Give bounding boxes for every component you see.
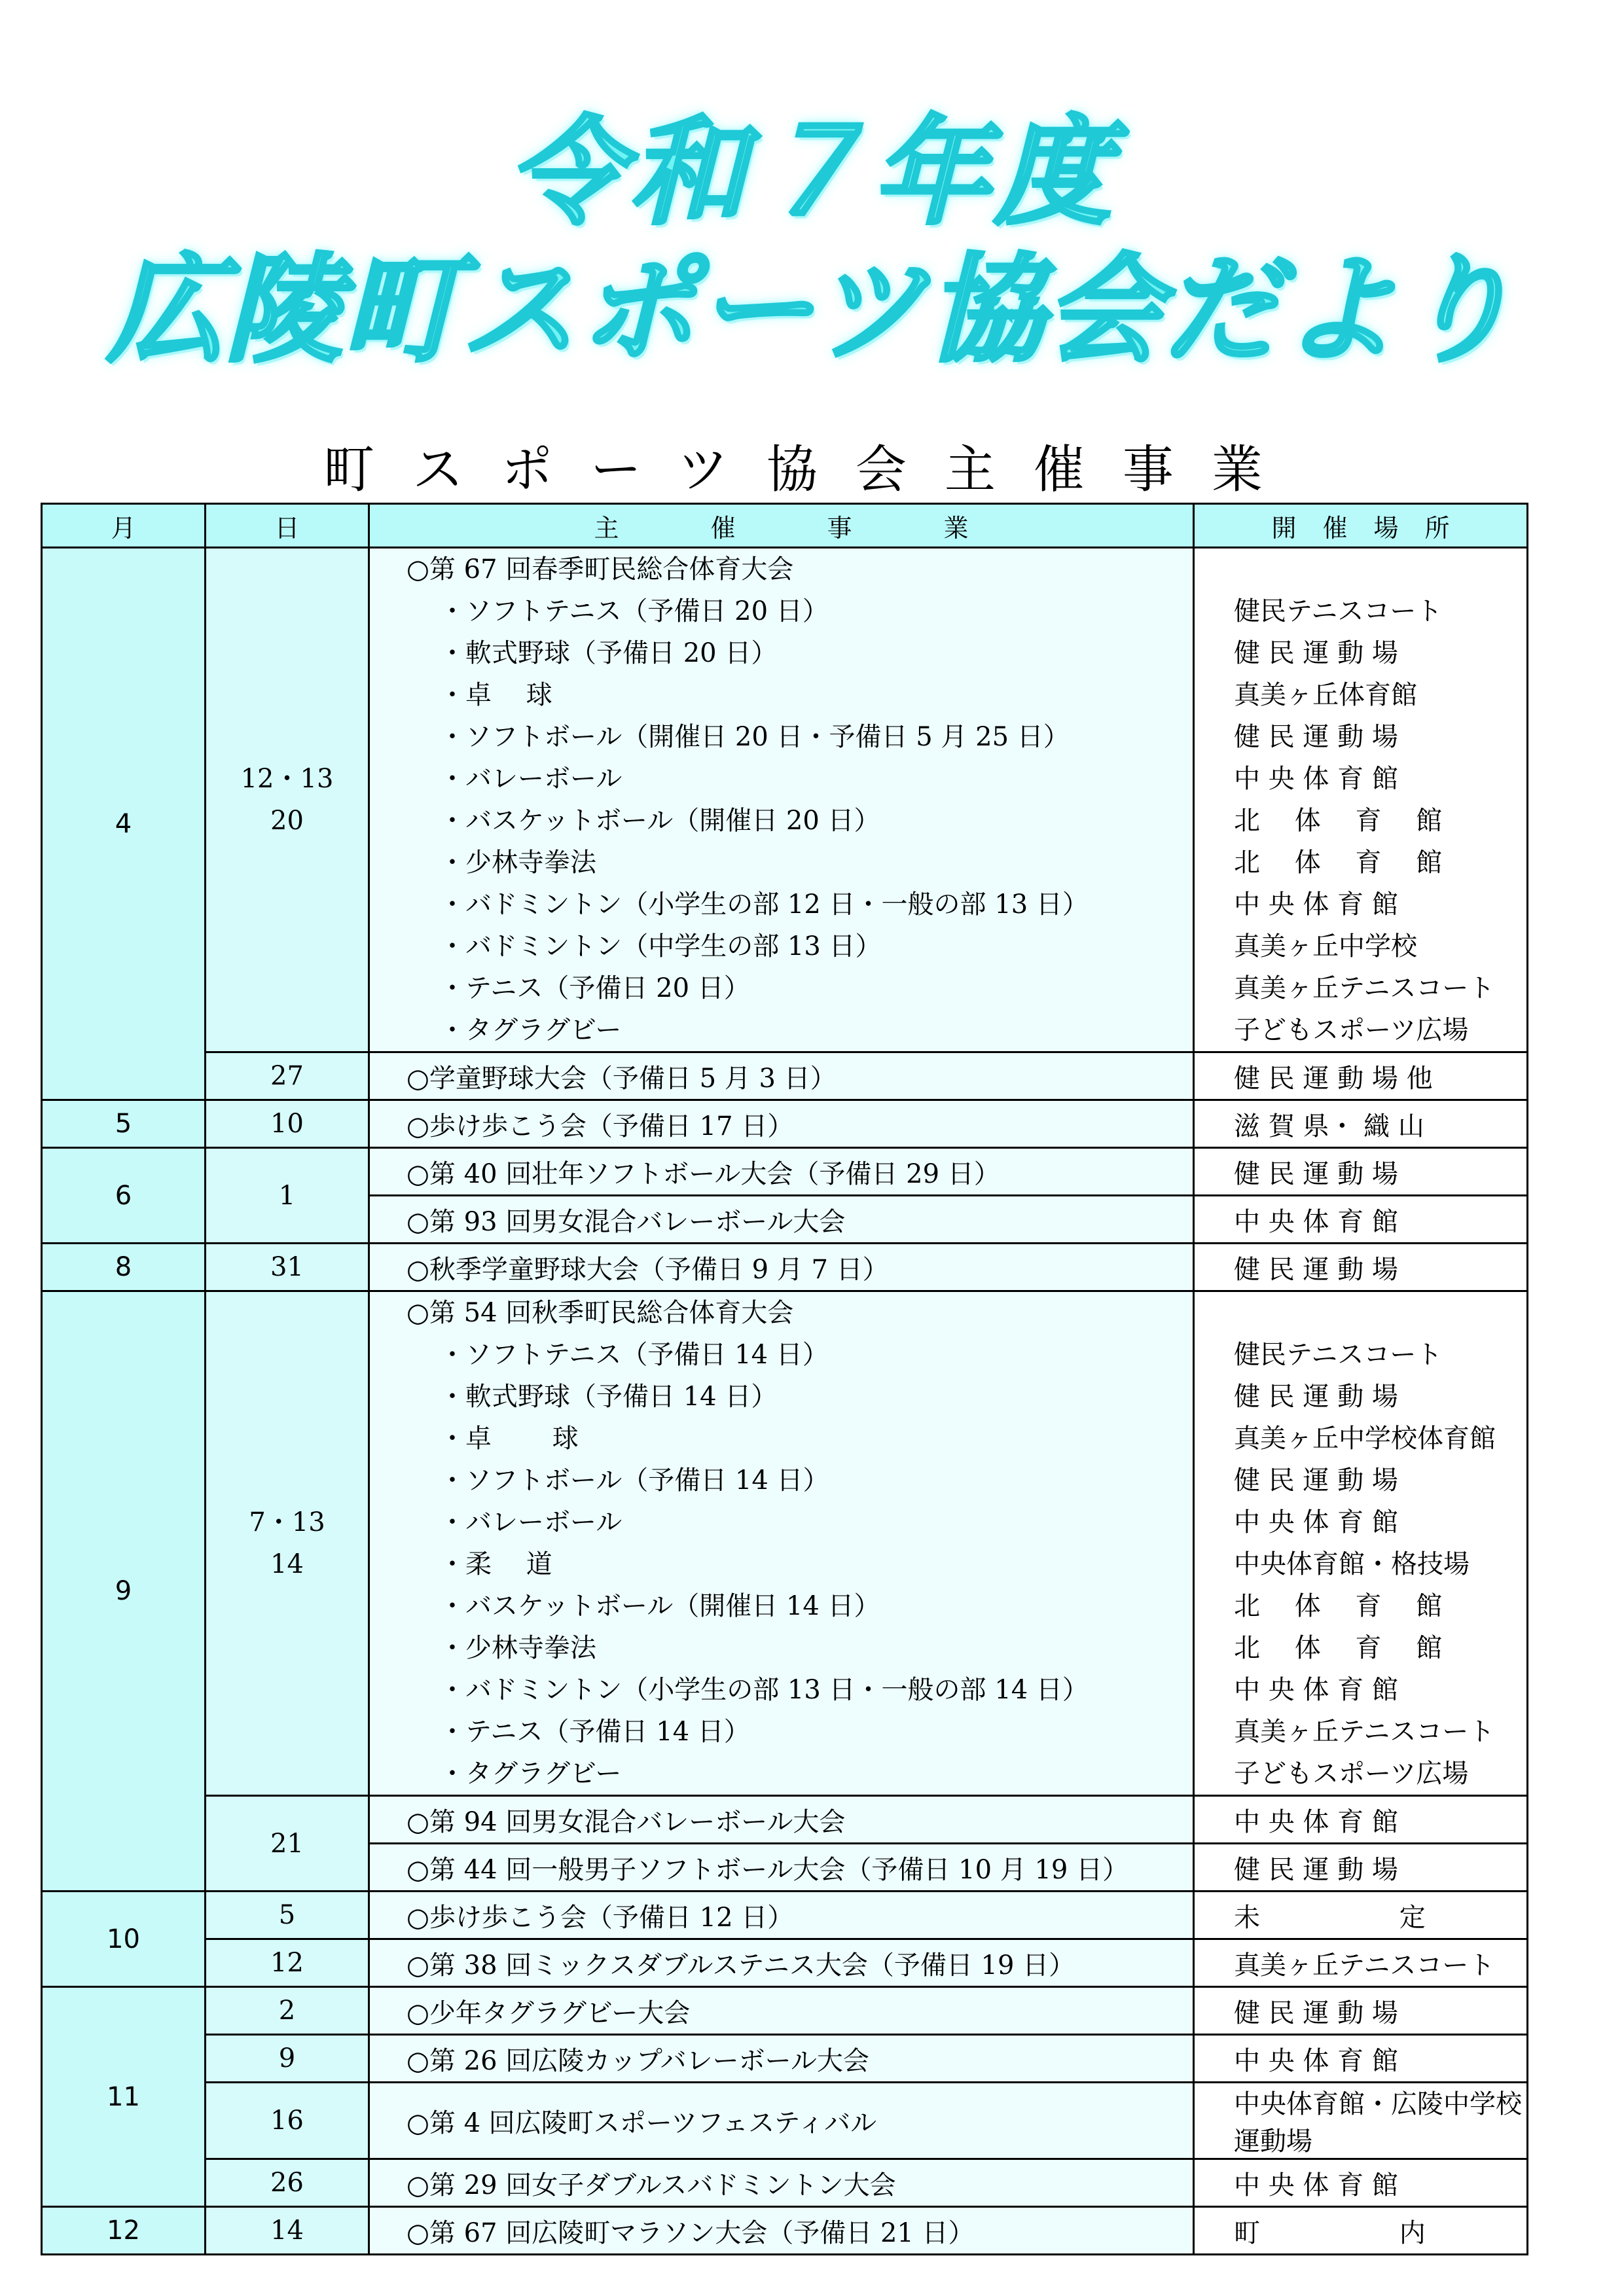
event-item: ・バレーボール xyxy=(439,764,623,794)
venue-item: 北 体 育 館 xyxy=(1234,848,1443,878)
title-line-2: 広陵町スポーツ協会だより xyxy=(107,242,1517,378)
event-cell xyxy=(369,1291,1194,1796)
event-cell: ○第 38 回ミックスダブルステニス大会（予備日 19 日） xyxy=(369,1939,1194,1987)
venue-item: 真美ヶ丘テニスコート xyxy=(1234,1717,1495,1747)
month-cell: 5 xyxy=(42,1100,206,1148)
day-cell: 26 xyxy=(206,2159,369,2207)
venue-item: 健 民 運 動 場 xyxy=(1234,1382,1398,1412)
venue-item: 中 央 体 育 館 xyxy=(1234,1675,1398,1705)
table-row xyxy=(42,1892,1528,1939)
event-item: ・柔 道 xyxy=(439,1549,552,1579)
venue-cell: 中 央 体 育 館 xyxy=(1194,2035,1528,2083)
table-row xyxy=(42,1987,1528,2035)
venue-cell: 健 民 運 動 場 xyxy=(1194,1244,1528,1291)
venue-cell: 健 民 運 動 場 他 xyxy=(1194,1052,1528,1100)
venue-item: 健 民 運 動 場 xyxy=(1234,638,1398,668)
event-item: ・タグラグビー xyxy=(439,1759,622,1789)
event-cell xyxy=(369,548,1194,1052)
event-cell: ○第 40 回壮年ソフトボール大会（予備日 29 日） xyxy=(369,1148,1194,1196)
event-item: ・ソフトテニス（予備日 20 日） xyxy=(439,596,829,626)
month-cell: 4 xyxy=(42,548,206,1100)
venue-item: 真美ヶ丘体育館 xyxy=(1234,680,1417,710)
venue-item: 中 央 体 育 館 xyxy=(1234,889,1398,920)
event-cell: ○第 44 回一般男子ソフトボール大会（予備日 10 月 19 日） xyxy=(369,1844,1194,1892)
table-row xyxy=(42,1244,1528,1291)
table-row xyxy=(42,1291,1528,1796)
venue-item: 健民テニスコート xyxy=(1234,1340,1443,1370)
venue-item: 中 央 体 育 館 xyxy=(1234,1507,1398,1537)
event-title: ○第 54 回秋季町民総合体育大会 xyxy=(406,1298,794,1328)
day-cell: 10 xyxy=(206,1100,369,1148)
header-day: 日 xyxy=(206,504,369,548)
event-item: ・バドミントン（小学生の部 13 日・一般の部 14 日） xyxy=(439,1675,1089,1705)
day-cell: 16 xyxy=(206,2083,369,2159)
header-venue: 開催場所 xyxy=(1194,504,1528,548)
event-item: ・軟式野球（予備日 14 日） xyxy=(439,1382,778,1412)
table-header-row xyxy=(42,504,1528,548)
day-cell xyxy=(206,1291,369,1796)
venue-cell: 中 央 体 育 館 xyxy=(1194,1796,1528,1844)
table-row xyxy=(42,1796,1528,1844)
table-row xyxy=(42,2035,1528,2083)
venue-cell: 真美ヶ丘テニスコート xyxy=(1194,1939,1528,1987)
event-item: ・ソフトボール（開催日 20 日・予備日 5 月 25 日） xyxy=(439,722,1070,752)
venue-item: 真美ヶ丘テニスコート xyxy=(1234,973,1495,1003)
day-cell: 21 xyxy=(206,1796,369,1892)
day-cell: 31 xyxy=(206,1244,369,1291)
table-row xyxy=(42,1052,1528,1100)
event-cell: ○第 4 回広陵町スポーツフェスティバル xyxy=(369,2083,1194,2159)
day-cell xyxy=(206,548,369,1052)
venue-item: 真美ヶ丘中学校 xyxy=(1234,931,1417,961)
event-item: ・バスケットボール（開催日 20 日） xyxy=(439,806,880,836)
event-item: ・少林寺拳法 xyxy=(439,848,596,878)
event-cell: ○第 26 回広陵カップバレーボール大会 xyxy=(369,2035,1194,2083)
event-item: ・バドミントン（中学生の部 13 日） xyxy=(439,931,882,961)
table-row xyxy=(42,1939,1528,1987)
venue-cell: 町 内 xyxy=(1194,2207,1528,2255)
venue-item: 中央体育館・格技場 xyxy=(1234,1549,1470,1579)
day-cell: 14 xyxy=(206,2207,369,2255)
event-item: ・卓 球 xyxy=(439,680,552,710)
event-item: ・ソフトボール（予備日 14 日） xyxy=(439,1465,829,1496)
event-title: ○第 67 回春季町民総合体育大会 xyxy=(406,554,794,584)
venue-item: 北 体 育 館 xyxy=(1234,806,1443,836)
month-cell: 8 xyxy=(42,1244,206,1291)
day-cell: 27 xyxy=(206,1052,369,1100)
header-month: 月 xyxy=(42,504,206,548)
event-cell: ○歩け歩こう会（予備日 12 日） xyxy=(369,1892,1194,1939)
venue-cell: 中 央 体 育 館 xyxy=(1194,1196,1528,1244)
day-text: 20 xyxy=(270,806,304,836)
event-item: ・タグラグビー xyxy=(439,1015,622,1045)
venue-cell xyxy=(1194,1291,1528,1796)
subtitle: 町スポーツ協会主催事業 xyxy=(323,440,1301,499)
title-line-1: 令和７年度 xyxy=(507,105,1117,240)
venue-cell: 健 民 運 動 場 xyxy=(1194,1987,1528,2035)
event-cell: ○秋季学童野球大会（予備日 9 月 7 日） xyxy=(369,1244,1194,1291)
venue-cell: 中央体育館・広陵中学校運動場 xyxy=(1194,2083,1528,2159)
month-cell: 12 xyxy=(42,2207,206,2255)
event-cell: ○第 29 回女子ダブルスバドミントン大会 xyxy=(369,2159,1194,2207)
event-cell: ○学童野球大会（予備日 5 月 3 日） xyxy=(369,1052,1194,1100)
venue-item: 北 体 育 館 xyxy=(1234,1633,1443,1663)
table-row xyxy=(42,548,1528,1052)
month-cell: 9 xyxy=(42,1291,206,1892)
venue-item: 真美ヶ丘中学校体育館 xyxy=(1234,1424,1496,1454)
month-cell: 11 xyxy=(42,1987,206,2207)
event-item: ・バレーボール xyxy=(439,1507,623,1537)
event-cell: ○第 67 回広陵町マラソン大会（予備日 21 日） xyxy=(369,2207,1194,2255)
venue-item: 中 央 体 育 館 xyxy=(1234,764,1398,794)
venue-item: 健 民 運 動 場 xyxy=(1234,1465,1398,1496)
venue-item: 子どもスポーツ広場 xyxy=(1234,1015,1469,1045)
day-text: 12・13 xyxy=(240,764,334,794)
venue-cell: 健 民 運 動 場 xyxy=(1194,1844,1528,1892)
table-row xyxy=(42,2083,1528,2159)
venue-cell: 未 定 xyxy=(1194,1892,1528,1939)
table-row xyxy=(42,1148,1528,1196)
event-item: ・卓 球 xyxy=(439,1424,579,1454)
day-text: 7・13 xyxy=(249,1507,325,1537)
month-cell: 6 xyxy=(42,1148,206,1244)
month-cell: 10 xyxy=(42,1892,206,1987)
day-cell: 9 xyxy=(206,2035,369,2083)
event-cell: ○第 94 回男女混合バレーボール大会 xyxy=(369,1796,1194,1844)
schedule-table xyxy=(41,503,1528,2255)
venue-cell: 滋 賀 県・ 織 山 xyxy=(1194,1100,1528,1148)
day-text: 14 xyxy=(270,1549,304,1579)
event-cell: ○歩け歩こう会（予備日 17 日） xyxy=(369,1100,1194,1148)
venue-item: 子どもスポーツ広場 xyxy=(1234,1759,1469,1789)
day-cell: 1 xyxy=(206,1148,369,1244)
venue-item: 北 体 育 館 xyxy=(1234,1591,1443,1621)
table-row xyxy=(42,2159,1528,2207)
day-cell: 5 xyxy=(206,1892,369,1939)
event-cell: ○第 93 回男女混合バレーボール大会 xyxy=(369,1196,1194,1244)
venue-cell xyxy=(1194,548,1528,1052)
event-item: ・バドミントン（小学生の部 12 日・一般の部 13 日） xyxy=(439,889,1089,920)
event-item: ・テニス（予備日 14 日） xyxy=(439,1717,750,1747)
event-item: ・軟式野球（予備日 20 日） xyxy=(439,638,778,668)
event-item: ・ソフトテニス（予備日 14 日） xyxy=(439,1340,829,1370)
table-row xyxy=(42,2207,1528,2255)
event-item: ・バスケットボール（開催日 14 日） xyxy=(439,1591,880,1621)
venue-item: 健民テニスコート xyxy=(1234,596,1443,626)
day-cell: 12 xyxy=(206,1939,369,1987)
event-cell: ○少年タグラグビー大会 xyxy=(369,1987,1194,2035)
day-cell: 2 xyxy=(206,1987,369,2035)
header-event: 主催事業 xyxy=(369,504,1194,548)
event-item: ・テニス（予備日 20 日） xyxy=(439,973,750,1003)
table-row xyxy=(42,1100,1528,1148)
venue-item: 健 民 運 動 場 xyxy=(1234,722,1398,752)
venue-cell: 中 央 体 育 館 xyxy=(1194,2159,1528,2207)
event-item: ・少林寺拳法 xyxy=(439,1633,596,1663)
venue-cell: 健 民 運 動 場 xyxy=(1194,1148,1528,1196)
